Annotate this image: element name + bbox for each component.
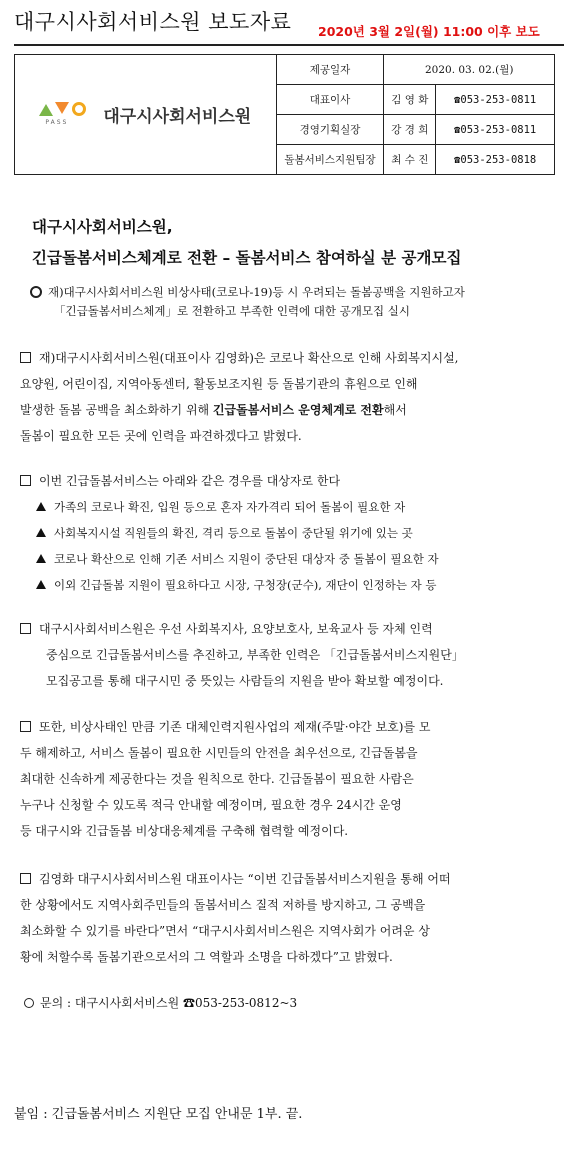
paragraph-3 xyxy=(20,616,566,694)
headline-line-2: 긴급돌봄서비스체계로 전환 – 돌봄서비스 참여하실 분 공개모집 xyxy=(32,249,462,267)
info-phone: ☎053-253-0811 xyxy=(436,115,555,145)
organization-logo xyxy=(15,100,276,130)
release-time: 2020년 3월 2일(월) 11:00 이후 보도 xyxy=(318,24,540,39)
list-item-text: 사회복지시설 직원들의 확진, 격리 등으로 돌봄이 중단될 위기에 있는 곳 xyxy=(54,526,413,540)
text-line: 최대한 신속하게 제공한다는 것을 원칙으로 한다. 긴급돌봄이 필요한 사람은 xyxy=(20,772,414,786)
paragraph-5 xyxy=(20,866,566,970)
contact-inquiry xyxy=(24,994,297,1011)
info-name: 강 경 희 xyxy=(384,115,436,145)
square-bullet-icon xyxy=(20,352,31,363)
text-line: 해서 xyxy=(383,403,407,417)
subtitle-line-1: 재)대구시사회서비스원 비상사태(코로나-19)등 시 우려되는 돌봄공백을 지원하고자 xyxy=(48,285,465,299)
info-phone: ☎053-253-0818 xyxy=(436,145,555,175)
info-name: 최 수 진 xyxy=(384,145,436,175)
triangle-bullet-icon xyxy=(36,502,46,511)
info-label: 돌봄서비스지원팀장 xyxy=(276,145,384,175)
contact-info-table xyxy=(14,54,555,175)
triangle-bullet-icon xyxy=(36,528,46,537)
circle-bullet-icon xyxy=(24,998,34,1008)
emphasis-text: 긴급돌봄서비스 운영체계로 전환 xyxy=(212,403,384,417)
square-bullet-icon xyxy=(20,873,31,884)
attachment-note: 붙임 : 긴급돌봄서비스 지원단 모집 안내문 1부. 끝. xyxy=(14,1107,303,1122)
headline xyxy=(32,212,461,274)
list-item-text: 이외 긴급돌봄 지원이 필요하다고 시장, 구청장(군수), 재단이 인정하는 자 등 xyxy=(54,578,437,592)
headline-line-1: 대구시사회서비스원, xyxy=(32,218,173,236)
square-bullet-icon xyxy=(20,623,31,634)
text-line: 대구시사회서비스원은 우선 사회복지사, 요양보호사, 보육교사 등 자체 인력 xyxy=(39,622,433,636)
info-label: 대표이사 xyxy=(276,85,384,115)
triangle-bullet-icon xyxy=(36,580,46,589)
text-line: 이번 긴급돌봄서비스는 아래와 같은 경우를 대상자로 한다 xyxy=(39,474,341,488)
logo-cell xyxy=(15,55,277,175)
header-divider xyxy=(14,44,564,46)
info-phone: ☎053-253-0811 xyxy=(436,85,555,115)
square-bullet-icon xyxy=(20,721,31,732)
text-line: 돌봄이 필요한 모든 곳에 인력을 파견하겠다고 밝혔다. xyxy=(20,429,302,443)
list-item xyxy=(20,494,566,520)
info-label: 경영기획실장 xyxy=(276,115,384,145)
list-item xyxy=(20,520,566,546)
text-line: 재)대구시사회서비스원(대표이사 김영화)은 코로나 확산으로 인해 사회복지시설, xyxy=(39,351,459,365)
info-name: 김 영 화 xyxy=(384,85,436,115)
text-line: 한 상황에서도 지역사회주민들의 돌봄서비스 질적 저하를 방지하고, 그 공백을 xyxy=(20,898,426,912)
text-line: 또한, 비상사태인 만큼 기존 대체인력지원사업의 제재(주말·야간 보호)를 모 xyxy=(39,720,431,734)
triangle-bullet-icon xyxy=(36,554,46,563)
text-line: 두 해제하고, 서비스 돌봄이 필요한 시민들의 안전을 최우선으로, 긴급돌봄을 xyxy=(20,746,418,760)
subtitle-line-2: 「긴급돌봄서비스체계」로 전환하고 부족한 인력에 대한 공개모집 실시 xyxy=(54,304,410,318)
square-bullet-icon xyxy=(20,475,31,486)
document-header xyxy=(0,0,577,44)
paragraph-2 xyxy=(20,468,566,598)
contact-text: 문의 : 대구시사회서비스원 ☎053-253-0812~3 xyxy=(40,996,298,1010)
paragraph-1 xyxy=(20,345,566,449)
document-title: 대구시사회서비스원 보도자료 xyxy=(14,10,292,34)
list-item-text: 가족의 코로나 확진, 입원 등으로 혼자 자가격리 되어 돌봄이 필요한 자 xyxy=(54,500,406,514)
list-item-text: 코로나 확산으로 인해 기존 서비스 지원이 중단된 대상자 중 돌봄이 필요한 자 xyxy=(54,552,439,566)
logo-mark-icon xyxy=(39,100,97,130)
text-line: 최소화할 수 있기를 바란다”면서 “대구시사회서비스원은 지역사회가 어려운 상 xyxy=(20,924,430,938)
text-line: 김영화 대구시사회서비스원 대표이사는 “이번 긴급돌봄서비스지원을 통해 어떠 xyxy=(39,872,451,886)
info-date: 2020. 03. 02.(월) xyxy=(384,55,555,85)
text-line: 등 대구시와 긴급돌봄 비상대응체계를 구축해 협력할 예정이다. xyxy=(20,824,349,838)
text-line: 누구나 신청할 수 있도록 적극 안내할 예정이며, 필요한 경우 24시간 운영 xyxy=(20,798,402,812)
text-line: 발생한 돌봄 공백을 최소화하기 위해 xyxy=(20,403,213,417)
list-item xyxy=(20,572,566,598)
text-line: 모집공고를 통해 대구시민 중 뜻있는 사람들의 지원을 받아 확보할 예정이다. xyxy=(46,674,444,688)
info-label: 제공일자 xyxy=(276,55,384,85)
list-item xyxy=(20,546,566,572)
text-line: 황에 처할수록 돌봄기관으로서의 그 역할과 소명을 다하겠다”고 밝혔다. xyxy=(20,950,393,964)
text-line: 요양원, 어린이집, 지역아동센터, 활동보조지원 등 돌봄기관의 휴원으로 인해 xyxy=(20,377,418,391)
logo-sub: PASS xyxy=(45,118,69,126)
text-line: 중심으로 긴급돌봄서비스를 추진하고, 부족한 인력은 「긴급돌봄서비스지원단」 xyxy=(46,648,464,662)
subtitle xyxy=(30,283,570,321)
paragraph-4 xyxy=(20,714,566,844)
circle-bullet-icon xyxy=(30,286,42,298)
logo-name: 대구시사회서비스원 xyxy=(103,107,252,127)
